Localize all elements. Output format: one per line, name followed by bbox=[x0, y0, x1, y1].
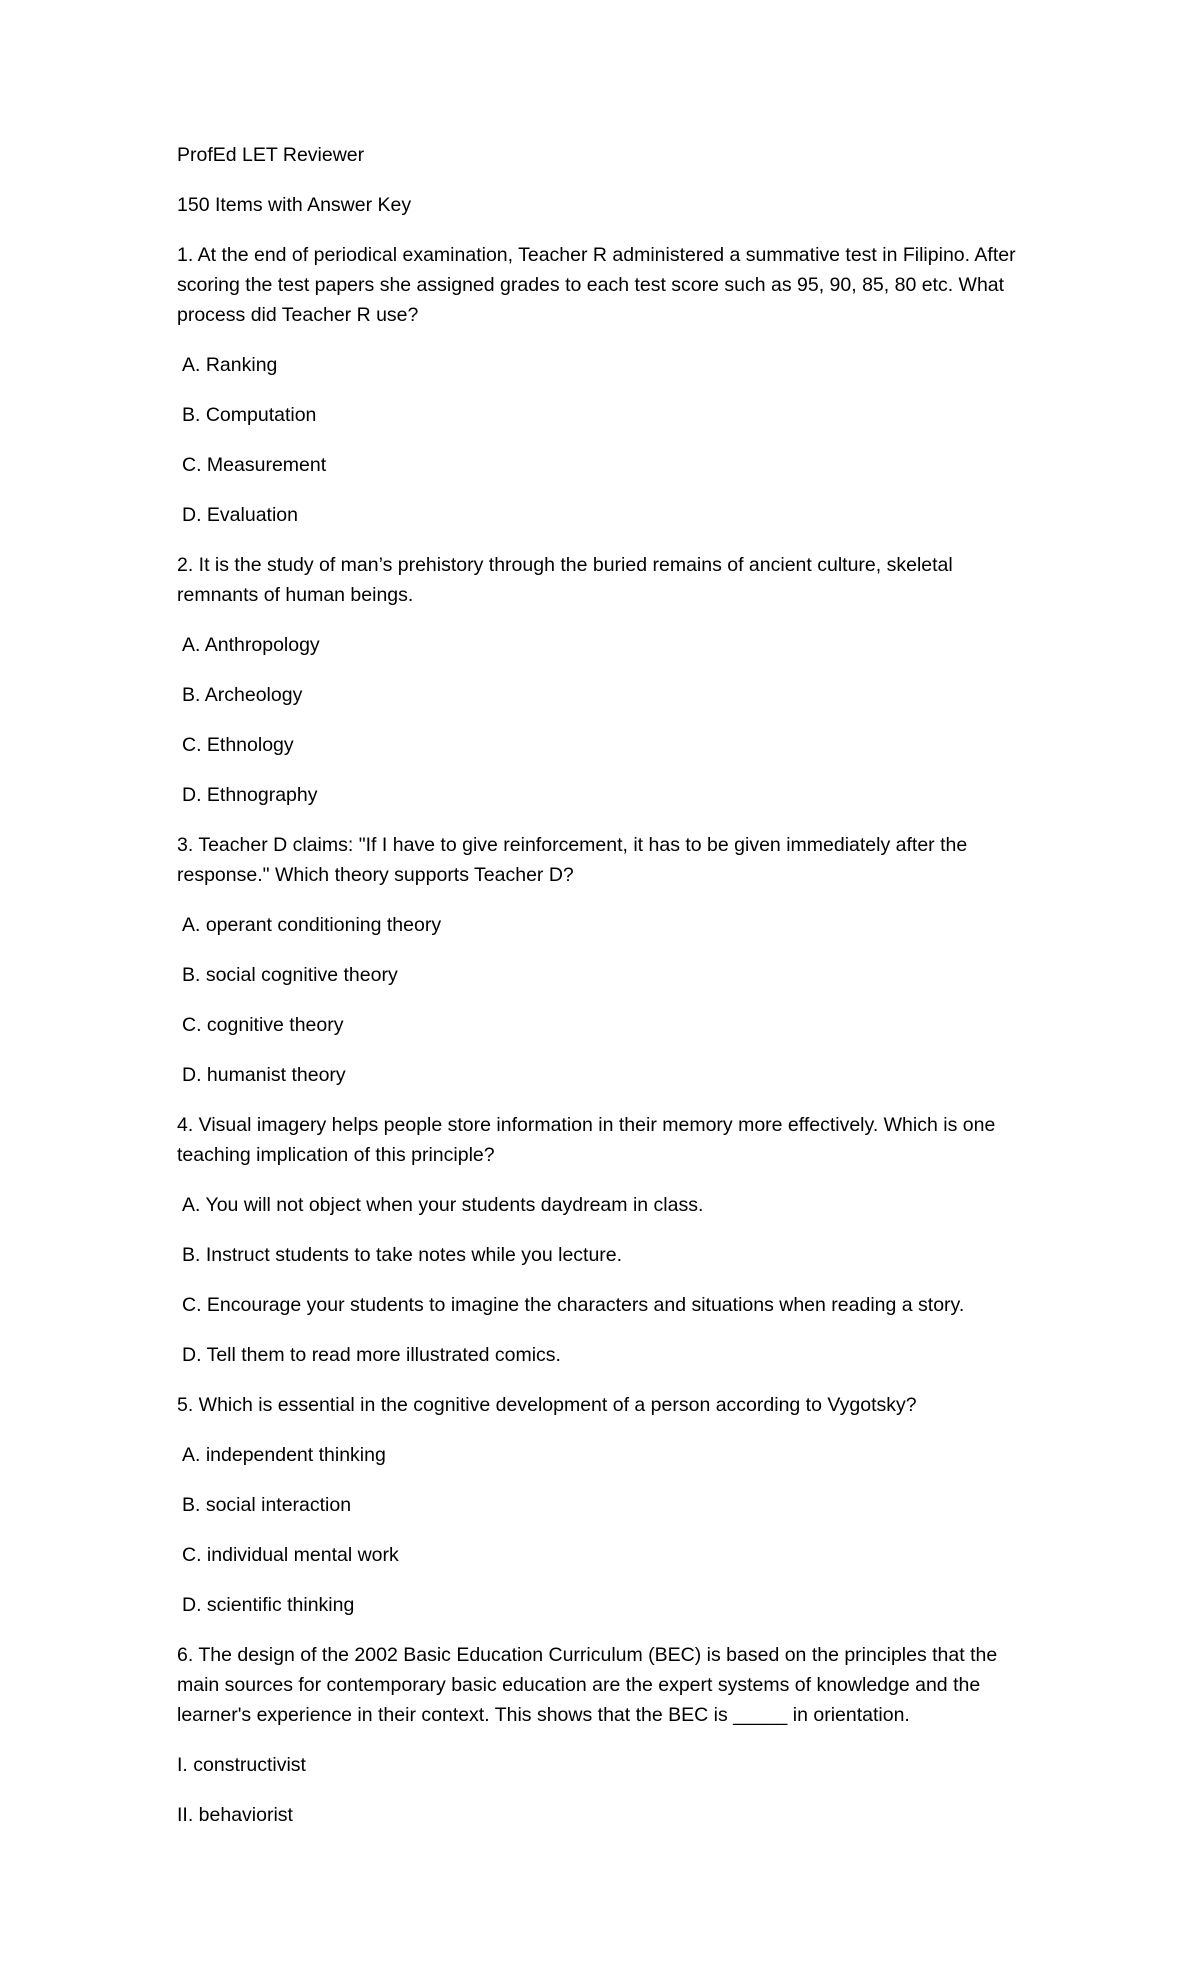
document-title: ProfEd LET Reviewer bbox=[177, 144, 365, 166]
question-5-option-d: D. scientific thinking bbox=[182, 1594, 355, 1616]
question-4-option-b: B. Instruct students to take notes while you lecture. bbox=[182, 1244, 623, 1266]
question-4-option-a: A. You will not object when your students daydream in class. bbox=[182, 1194, 704, 1216]
question-1-option-c: C. Measurement bbox=[182, 454, 327, 476]
question-3-option-a: A. operant conditioning theory bbox=[182, 914, 442, 936]
question-1-option-b: B. Computation bbox=[182, 404, 317, 426]
question-4-option-c: C. Encourage your students to imagine the characters and situations when reading a story. bbox=[182, 1294, 965, 1316]
question-6-text: 6. The design of the 2002 Basic Education Curriculum (BEC) is based on the principles that the main sources for contemporary basic education are the expert systems of knowledge and the learner's experience in their context. This shows that the BEC is _____ in orientation. bbox=[177, 1644, 998, 1726]
question-5-text: 5. Which is essential in the cognitive development of a person according to Vygotsky? bbox=[177, 1394, 917, 1416]
question-1-option-a: A. Ranking bbox=[182, 354, 278, 376]
question-2-option-b: B. Archeology bbox=[182, 684, 303, 706]
question-4-text: 4. Visual imagery helps people store information in their memory more effectively. Which is one teaching implication of this principle? bbox=[177, 1114, 996, 1166]
question-1-option-d: D. Evaluation bbox=[182, 504, 298, 526]
question-2-option-a: A. Anthropology bbox=[182, 634, 320, 656]
question-2-option-c: C. Ethnology bbox=[182, 734, 294, 756]
question-5-option-b: B. social interaction bbox=[182, 1494, 352, 1516]
question-3-option-b: B. social cognitive theory bbox=[182, 964, 398, 986]
question-6-option-ii: II. behaviorist bbox=[177, 1804, 293, 1826]
question-3-text: 3. Teacher D claims: "If I have to give reinforcement, it has to be given immediately after the response." Which theory supports Teacher D? bbox=[177, 834, 968, 886]
document-content bbox=[177, 140, 1037, 1850]
question-6-option-i: I. constructivist bbox=[177, 1754, 306, 1776]
question-3-option-d: D. humanist theory bbox=[182, 1064, 346, 1086]
question-5-option-a: A. independent thinking bbox=[182, 1444, 386, 1466]
question-5-option-c: C. individual mental work bbox=[182, 1544, 399, 1566]
question-4-option-d: D. Tell them to read more illustrated comics. bbox=[182, 1344, 561, 1366]
question-1-text: 1. At the end of periodical examination, Teacher R administered a summative test in Filipino. After scoring the test papers she assigned grades to each test score such as 95, 90, 85, 80 etc. What process did Teacher R use? bbox=[177, 244, 1016, 326]
question-3-option-c: C. cognitive theory bbox=[182, 1014, 344, 1036]
document-subtitle: 150 Items with Answer Key bbox=[177, 194, 412, 216]
question-2-text: 2. It is the study of man’s prehistory through the buried remains of ancient culture, skeletal remnants of human beings. bbox=[177, 554, 953, 606]
question-2-option-d: D. Ethnography bbox=[182, 784, 318, 806]
